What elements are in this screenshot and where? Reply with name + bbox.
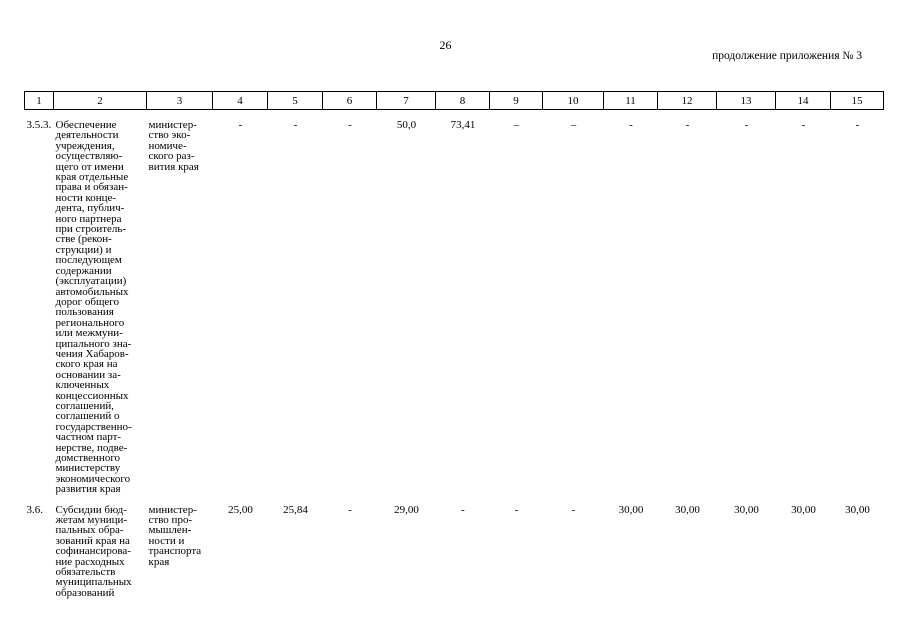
value-cell: - [571,503,576,516]
value-cell: 25,84 [283,503,308,516]
value-cell: - [801,119,806,131]
row-name: Обеспечение деятельности учреждения, осуществляю- щего от имени края отдельные права и обязан- ности конце- дента, публич- ного партнера при строитель- стве (рекон- струкции) и последующем содержании (эксплуатации) автомобильных дорог общего пользования регионального или межмуни- ципального зна- чения Хабаров- ского края на основании за- ключенных концессионных соглашений, соглашений о государственно- частном парт- нерстве, подве- домственного министерству экономического развития края [55,119,132,496]
row-code: 3.6. [26,503,43,516]
header-cell: 1 [25,92,54,110]
header-cell: 11 [604,92,658,110]
header-cell: 4 [213,92,268,110]
value-cell: - [238,119,243,131]
row-name: Субсидии бюд- жетам муници- пальных обра- зований края на софинансирова- ние расходных обязательств муниципальных образований [55,503,132,599]
value-cell: 50,0 [396,119,417,131]
spacer-row [25,110,884,120]
value-cell: - [461,503,465,516]
value-cell: - [629,119,633,131]
header-cell: 15 [831,92,884,110]
value-cell: 30,00 [734,503,759,516]
header-cell: 8 [436,92,490,110]
value-cell: – [513,119,520,131]
table-row [25,119,884,495]
header-cell: 3 [147,92,213,110]
value-cell: - [855,119,860,131]
data-table [24,91,884,598]
value-cell: 30,00 [618,503,644,516]
value-cell: 25,00 [228,503,253,516]
header-cell: 6 [323,92,377,110]
row-executor: министер- ство про- мышлен- ности и транспорта края [148,503,202,568]
row-code: 3.5.3. [26,119,52,131]
header-cell: 10 [543,92,604,110]
header-cell: 13 [717,92,776,110]
value-cell: - [514,503,519,516]
value-cell: 30,00 [675,503,700,516]
table-row [25,504,884,599]
header-cell: 2 [54,92,147,110]
header-cell: 5 [268,92,323,110]
value-cell: 29,00 [394,503,419,516]
value-cell: - [293,119,298,131]
row-executor: министер- ство эко- номиче- ского раз- вития края [148,119,199,173]
value-cell: 73,41 [450,119,476,131]
value-cell: 30,00 [845,503,870,516]
value-cell: - [348,503,352,516]
appendix-note: продолжение приложения № 3 [712,50,862,62]
value-cell: - [685,119,690,131]
header-cell: 9 [490,92,543,110]
header-cell: 14 [776,92,831,110]
value-cell: – [570,119,577,131]
header-cell: 12 [658,92,717,110]
value-cell: - [348,119,352,131]
value-cell: - [744,119,749,131]
page-number: 26 [439,38,452,52]
header-cell: 7 [377,92,436,110]
spacer-row [25,495,884,504]
header-row [25,92,884,110]
value-cell: 30,00 [791,503,816,516]
